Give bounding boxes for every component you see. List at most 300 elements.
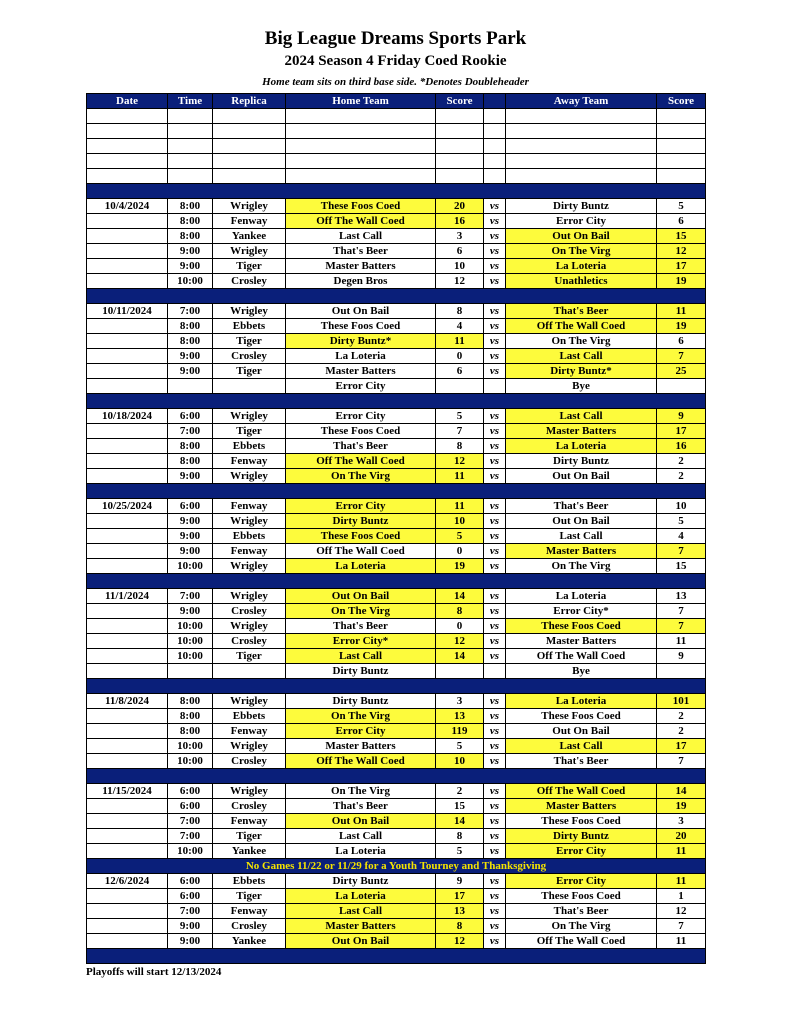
date-cell [87, 904, 168, 919]
game-row [87, 229, 706, 244]
vs-cell: vs [484, 619, 506, 634]
replica-cell: Crosley [213, 349, 286, 364]
home-score-cell [436, 379, 484, 394]
home-score-cell: 12 [436, 634, 484, 649]
away-team-cell [506, 139, 657, 154]
date-cell [87, 469, 168, 484]
week-separator [87, 574, 706, 589]
game-row [87, 349, 706, 364]
date-cell [87, 934, 168, 949]
game-row [87, 529, 706, 544]
game-row [87, 724, 706, 739]
vs-cell: vs [484, 334, 506, 349]
replica-cell [213, 664, 286, 679]
away-score-cell: 20 [657, 829, 706, 844]
away-team-cell: Error City [506, 844, 657, 859]
away-team-cell [506, 154, 657, 169]
away-team-cell: Off The Wall Coed [506, 934, 657, 949]
notice-text: No Games 11/22 or 11/29 for a Youth Tourney and Thanksgiving [87, 859, 706, 874]
vs-cell: vs [484, 454, 506, 469]
date-cell [87, 739, 168, 754]
home-team-cell: Last Call [286, 829, 436, 844]
date-cell [87, 244, 168, 259]
date-cell [87, 109, 168, 124]
vs-cell: vs [484, 319, 506, 334]
date-cell: 11/1/2024 [87, 589, 168, 604]
away-team-cell: Error City* [506, 604, 657, 619]
home-team-cell: Off The Wall Coed [286, 754, 436, 769]
replica-cell: Fenway [213, 454, 286, 469]
replica-cell: Wrigley [213, 199, 286, 214]
away-score-cell: 5 [657, 514, 706, 529]
blank-row [87, 124, 706, 139]
time-cell: 9:00 [168, 514, 213, 529]
time-cell: 6:00 [168, 409, 213, 424]
away-score-cell: 7 [657, 349, 706, 364]
vs-cell: vs [484, 199, 506, 214]
home-score-cell: 11 [436, 334, 484, 349]
away-score-cell: 10 [657, 499, 706, 514]
time-cell: 7:00 [168, 904, 213, 919]
date-cell [87, 544, 168, 559]
away-score-cell: 17 [657, 739, 706, 754]
bye-row [87, 379, 706, 394]
home-score-cell: 14 [436, 814, 484, 829]
replica-cell [213, 124, 286, 139]
game-row [87, 739, 706, 754]
away-score-cell: 11 [657, 304, 706, 319]
vs-cell: vs [484, 469, 506, 484]
date-cell [87, 754, 168, 769]
away-score-cell: 19 [657, 799, 706, 814]
away-team-cell: These Foos Coed [506, 619, 657, 634]
date-cell [87, 649, 168, 664]
date-cell [87, 799, 168, 814]
home-team-cell: Error City [286, 409, 436, 424]
game-row [87, 904, 706, 919]
away-team-cell: Master Batters [506, 799, 657, 814]
replica-cell: Tiger [213, 889, 286, 904]
away-score-cell: 2 [657, 709, 706, 724]
away-team-cell: That's Beer [506, 304, 657, 319]
away-score-cell: 7 [657, 754, 706, 769]
vs-cell: vs [484, 214, 506, 229]
away-team-cell: Out On Bail [506, 469, 657, 484]
away-team-cell: Out On Bail [506, 724, 657, 739]
date-cell [87, 664, 168, 679]
time-cell [168, 664, 213, 679]
week-separator [87, 679, 706, 694]
col-away-score: Score [657, 94, 706, 109]
page-note: Home team sits on third base side. *Denotes Doubleheader [262, 76, 529, 88]
bye-row [87, 664, 706, 679]
time-cell: 7:00 [168, 814, 213, 829]
vs-cell [484, 169, 506, 184]
away-score-cell [657, 139, 706, 154]
home-team-cell: Error City [286, 379, 436, 394]
time-cell: 10:00 [168, 844, 213, 859]
vs-cell: vs [484, 694, 506, 709]
home-score-cell: 8 [436, 304, 484, 319]
vs-cell [484, 664, 506, 679]
away-score-cell: 101 [657, 694, 706, 709]
replica-cell: Ebbets [213, 874, 286, 889]
home-score-cell: 8 [436, 919, 484, 934]
date-cell [87, 814, 168, 829]
replica-cell [213, 169, 286, 184]
date-cell [87, 259, 168, 274]
vs-cell: vs [484, 724, 506, 739]
schedule-table [86, 93, 706, 964]
home-score-cell [436, 124, 484, 139]
date-cell: 10/18/2024 [87, 409, 168, 424]
away-score-cell [657, 169, 706, 184]
vs-cell [484, 139, 506, 154]
home-team-cell [286, 124, 436, 139]
separator-cell [87, 394, 706, 409]
game-row [87, 214, 706, 229]
away-team-cell [506, 169, 657, 184]
replica-cell: Tiger [213, 364, 286, 379]
away-team-cell: That's Beer [506, 904, 657, 919]
date-cell [87, 274, 168, 289]
game-row [87, 799, 706, 814]
blank-row [87, 109, 706, 124]
away-team-cell: On The Virg [506, 559, 657, 574]
home-team-cell: Out On Bail [286, 814, 436, 829]
time-cell: 8:00 [168, 229, 213, 244]
week-separator [87, 289, 706, 304]
home-score-cell [436, 664, 484, 679]
home-team-cell: On The Virg [286, 784, 436, 799]
home-score-cell: 12 [436, 274, 484, 289]
vs-cell: vs [484, 229, 506, 244]
date-cell: 12/6/2024 [87, 874, 168, 889]
game-row [87, 409, 706, 424]
time-cell: 8:00 [168, 334, 213, 349]
time-cell: 9:00 [168, 544, 213, 559]
home-score-cell: 8 [436, 604, 484, 619]
replica-cell [213, 379, 286, 394]
separator-cell [87, 184, 706, 199]
home-team-cell: Out On Bail [286, 934, 436, 949]
date-cell: 10/11/2024 [87, 304, 168, 319]
home-team-cell: On The Virg [286, 469, 436, 484]
away-score-cell: 6 [657, 334, 706, 349]
away-team-cell: These Foos Coed [506, 709, 657, 724]
home-team-cell: That's Beer [286, 244, 436, 259]
replica-cell: Crosley [213, 274, 286, 289]
replica-cell: Tiger [213, 649, 286, 664]
blank-row [87, 139, 706, 154]
away-score-cell: 17 [657, 424, 706, 439]
home-score-cell: 16 [436, 214, 484, 229]
vs-cell: vs [484, 364, 506, 379]
time-cell [168, 109, 213, 124]
home-team-cell: Degen Bros [286, 274, 436, 289]
home-score-cell: 12 [436, 454, 484, 469]
separator-cell [87, 949, 706, 964]
home-team-cell: Last Call [286, 904, 436, 919]
away-team-cell: Last Call [506, 349, 657, 364]
home-score-cell: 8 [436, 829, 484, 844]
home-team-cell [286, 139, 436, 154]
away-team-cell: On The Virg [506, 244, 657, 259]
replica-cell: Wrigley [213, 619, 286, 634]
game-row [87, 334, 706, 349]
time-cell: 9:00 [168, 259, 213, 274]
date-cell [87, 439, 168, 454]
game-row [87, 829, 706, 844]
game-row [87, 244, 706, 259]
away-team-cell: Dirty Buntz* [506, 364, 657, 379]
home-score-cell: 13 [436, 709, 484, 724]
vs-cell: vs [484, 889, 506, 904]
footer-note: Playoffs will start 12/13/2024 [86, 966, 222, 978]
time-cell: 6:00 [168, 799, 213, 814]
replica-cell [213, 139, 286, 154]
vs-cell [484, 109, 506, 124]
home-team-cell: Dirty Buntz [286, 874, 436, 889]
replica-cell: Tiger [213, 334, 286, 349]
date-cell [87, 334, 168, 349]
home-score-cell: 0 [436, 349, 484, 364]
vs-cell: vs [484, 514, 506, 529]
away-team-cell: La Loteria [506, 694, 657, 709]
date-cell [87, 169, 168, 184]
away-team-cell: Last Call [506, 409, 657, 424]
page-title: Big League Dreams Sports Park [264, 28, 527, 49]
date-cell [87, 529, 168, 544]
home-team-cell: La Loteria [286, 559, 436, 574]
game-row [87, 694, 706, 709]
replica-cell: Crosley [213, 919, 286, 934]
away-score-cell: 7 [657, 604, 706, 619]
time-cell: 10:00 [168, 619, 213, 634]
home-score-cell: 3 [436, 229, 484, 244]
time-cell: 9:00 [168, 244, 213, 259]
home-team-cell: That's Beer [286, 799, 436, 814]
away-score-cell: 15 [657, 229, 706, 244]
date-cell [87, 349, 168, 364]
replica-cell: Wrigley [213, 559, 286, 574]
time-cell [168, 124, 213, 139]
home-score-cell: 5 [436, 529, 484, 544]
home-score-cell [436, 139, 484, 154]
time-cell [168, 154, 213, 169]
blank-row [87, 154, 706, 169]
away-score-cell: 12 [657, 244, 706, 259]
date-cell [87, 919, 168, 934]
home-score-cell: 0 [436, 544, 484, 559]
home-team-cell: Last Call [286, 229, 436, 244]
home-score-cell [436, 109, 484, 124]
game-row [87, 589, 706, 604]
replica-cell: Wrigley [213, 739, 286, 754]
home-score-cell: 8 [436, 439, 484, 454]
away-team-cell: These Foos Coed [506, 814, 657, 829]
home-score-cell: 6 [436, 364, 484, 379]
replica-cell: Wrigley [213, 409, 286, 424]
home-score-cell: 5 [436, 739, 484, 754]
game-row [87, 304, 706, 319]
home-score-cell: 3 [436, 694, 484, 709]
replica-cell [213, 109, 286, 124]
replica-cell: Wrigley [213, 784, 286, 799]
away-score-cell: 12 [657, 904, 706, 919]
game-row [87, 319, 706, 334]
away-team-cell: Master Batters [506, 634, 657, 649]
replica-cell: Wrigley [213, 514, 286, 529]
vs-cell: vs [484, 784, 506, 799]
replica-cell: Yankee [213, 229, 286, 244]
date-cell [87, 364, 168, 379]
away-score-cell: 1 [657, 889, 706, 904]
vs-cell [484, 379, 506, 394]
away-team-cell: Dirty Buntz [506, 454, 657, 469]
home-score-cell: 10 [436, 259, 484, 274]
away-score-cell: 16 [657, 439, 706, 454]
home-team-cell: Master Batters [286, 919, 436, 934]
replica-cell: Tiger [213, 424, 286, 439]
vs-cell: vs [484, 559, 506, 574]
date-cell: 11/8/2024 [87, 694, 168, 709]
away-team-cell: That's Beer [506, 499, 657, 514]
home-team-cell: These Foos Coed [286, 319, 436, 334]
home-team-cell: Off The Wall Coed [286, 544, 436, 559]
schedule-body [87, 109, 706, 964]
replica-cell: Fenway [213, 214, 286, 229]
away-score-cell: 7 [657, 544, 706, 559]
time-cell: 8:00 [168, 319, 213, 334]
week-separator [87, 184, 706, 199]
time-cell: 8:00 [168, 724, 213, 739]
blank-row [87, 169, 706, 184]
away-team-cell: La Loteria [506, 259, 657, 274]
game-row [87, 604, 706, 619]
away-score-cell: 2 [657, 724, 706, 739]
date-cell [87, 454, 168, 469]
separator-cell [87, 484, 706, 499]
home-score-cell: 12 [436, 934, 484, 949]
home-team-cell: Off The Wall Coed [286, 454, 436, 469]
replica-cell: Wrigley [213, 469, 286, 484]
game-row [87, 274, 706, 289]
away-score-cell: 17 [657, 259, 706, 274]
replica-cell: Crosley [213, 634, 286, 649]
home-team-cell: Dirty Buntz [286, 694, 436, 709]
week-separator [87, 769, 706, 784]
date-cell [87, 604, 168, 619]
away-team-cell: Error City [506, 214, 657, 229]
time-cell: 9:00 [168, 349, 213, 364]
away-team-cell: Master Batters [506, 544, 657, 559]
week-separator [87, 484, 706, 499]
time-cell [168, 169, 213, 184]
home-team-cell [286, 154, 436, 169]
time-cell: 6:00 [168, 889, 213, 904]
home-team-cell: On The Virg [286, 604, 436, 619]
separator-cell [87, 289, 706, 304]
time-cell: 8:00 [168, 214, 213, 229]
replica-cell: Wrigley [213, 244, 286, 259]
replica-cell: Yankee [213, 844, 286, 859]
col-home-score: Score [436, 94, 484, 109]
date-cell [87, 379, 168, 394]
home-team-cell: These Foos Coed [286, 529, 436, 544]
replica-cell: Fenway [213, 544, 286, 559]
game-row [87, 754, 706, 769]
game-row [87, 844, 706, 859]
vs-cell: vs [484, 874, 506, 889]
away-team-cell: Off The Wall Coed [506, 649, 657, 664]
time-cell: 9:00 [168, 529, 213, 544]
vs-cell: vs [484, 259, 506, 274]
replica-cell: Tiger [213, 259, 286, 274]
time-cell: 8:00 [168, 694, 213, 709]
game-row [87, 199, 706, 214]
replica-cell: Wrigley [213, 589, 286, 604]
away-team-cell [506, 109, 657, 124]
game-row [87, 874, 706, 889]
time-cell: 6:00 [168, 874, 213, 889]
game-row [87, 889, 706, 904]
away-score-cell: 4 [657, 529, 706, 544]
away-team-cell: Dirty Buntz [506, 199, 657, 214]
replica-cell: Fenway [213, 724, 286, 739]
separator-cell [87, 574, 706, 589]
home-score-cell: 10 [436, 514, 484, 529]
time-cell: 7:00 [168, 589, 213, 604]
notice-row [87, 859, 706, 874]
home-team-cell: Dirty Buntz* [286, 334, 436, 349]
replica-cell: Ebbets [213, 709, 286, 724]
vs-cell: vs [484, 544, 506, 559]
away-team-cell: Bye [506, 664, 657, 679]
home-score-cell: 19 [436, 559, 484, 574]
time-cell: 6:00 [168, 784, 213, 799]
home-team-cell: Last Call [286, 649, 436, 664]
home-team-cell: Error City* [286, 634, 436, 649]
home-score-cell: 11 [436, 499, 484, 514]
game-row [87, 634, 706, 649]
game-row [87, 439, 706, 454]
game-row [87, 259, 706, 274]
home-team-cell: That's Beer [286, 619, 436, 634]
vs-cell: vs [484, 634, 506, 649]
date-cell [87, 139, 168, 154]
time-cell: 8:00 [168, 454, 213, 469]
away-score-cell [657, 154, 706, 169]
time-cell: 10:00 [168, 559, 213, 574]
away-score-cell [657, 109, 706, 124]
home-score-cell: 6 [436, 244, 484, 259]
vs-cell: vs [484, 844, 506, 859]
time-cell: 10:00 [168, 649, 213, 664]
home-score-cell: 14 [436, 649, 484, 664]
away-team-cell [506, 124, 657, 139]
game-row [87, 559, 706, 574]
time-cell: 9:00 [168, 604, 213, 619]
replica-cell: Wrigley [213, 304, 286, 319]
time-cell: 9:00 [168, 364, 213, 379]
away-team-cell: Dirty Buntz [506, 829, 657, 844]
vs-cell: vs [484, 754, 506, 769]
replica-cell [213, 154, 286, 169]
away-team-cell: Master Batters [506, 424, 657, 439]
vs-cell: vs [484, 649, 506, 664]
away-team-cell: Bye [506, 379, 657, 394]
